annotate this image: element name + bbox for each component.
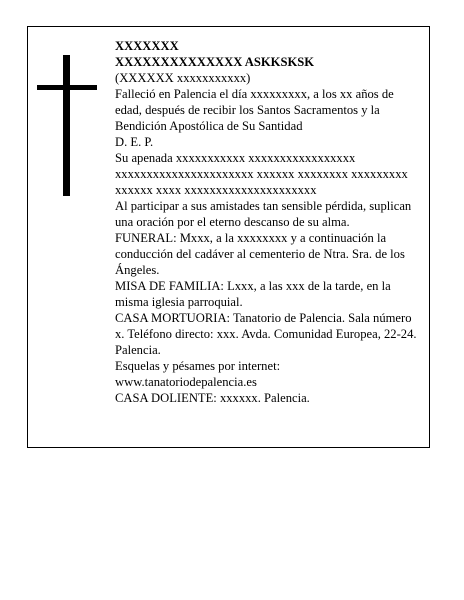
website-link: www.tanatoriodepalencia.es (115, 375, 257, 389)
funeral-info: FUNERAL: Mxxx, a la xxxxxxxx y a continuación la conducción del cadáver al cementerio de Ntra. Sra. de los Ángeles. (115, 231, 405, 277)
cross-icon-arm (37, 85, 97, 90)
mass-info: MISA DE FAMILIA: Lxxx, a las xxx de la tarde, en la misma iglesia parroquial. (115, 279, 391, 309)
internet-label: Esquelas y pésames por internet: (115, 359, 281, 373)
home-info: CASA DOLIENTE: xxxxxx. Palencia. (115, 391, 310, 405)
rip-text: D. E. P. (115, 135, 154, 149)
deceased-name-line-2: XXXXXXXXXXXXXX ASKKSKSK (115, 55, 315, 69)
wake-info: CASA MORTUORIA: Tanatorio de Palencia. Sala número x. Teléfono directo: xxx. Avda. Comunidad Europea, 22-24. Palencia. (115, 311, 417, 357)
prayer-request: Al participar a sus amistades tan sensible pérdida, suplican una oración por el eterno descanso de su alma. (115, 199, 412, 229)
deceased-alias: (XXXXXX xxxxxxxxxxx) (115, 71, 251, 85)
obituary-text (115, 38, 420, 406)
cross-icon (63, 55, 70, 196)
family-text: Su apenada xxxxxxxxxxx xxxxxxxxxxxxxxxxx xxxxxxxxxxxxxxxxxxxxxx xxxxxx xxxxxxxx xxxxxxxxx xxxxxx xxxx xxxxxxxxxxxxxxxxxxxxx (115, 151, 408, 197)
deceased-name-line-1: XXXXXXX (115, 39, 179, 53)
death-info: Falleció en Palencia el día xxxxxxxxx, a los xx años de edad, después de recibir los Santos Sacramentos y la Bendición Apostólica de Su Santidad (115, 87, 394, 133)
